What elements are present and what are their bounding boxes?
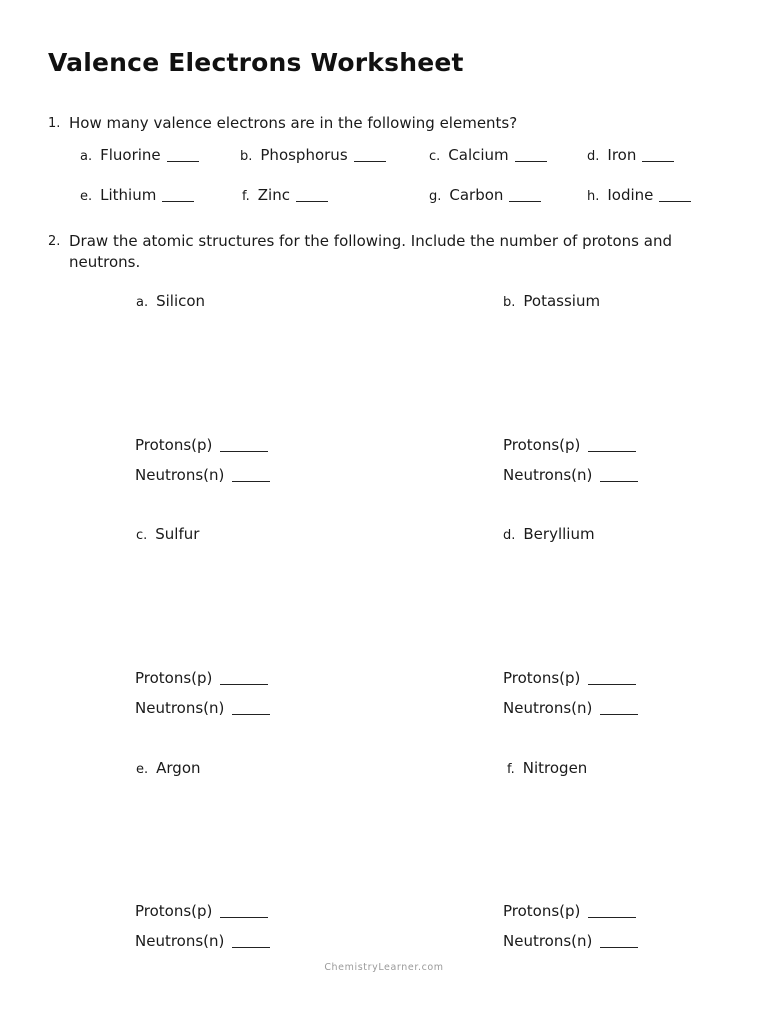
protons-field: [135, 902, 268, 920]
element-letter: c.: [136, 528, 148, 543]
element-name: Sulfur: [155, 525, 200, 543]
answer-blank[interactable]: [167, 161, 199, 162]
answer-blank[interactable]: [296, 201, 328, 202]
footer-watermark: ChemistryLearner.com: [324, 962, 444, 973]
element-letter: d.: [503, 528, 516, 543]
question-2: [48, 231, 729, 273]
option-name: Calcium: [448, 146, 509, 164]
option-phosphorus: [240, 146, 386, 164]
option-letter: a.: [80, 149, 93, 164]
protons-field: [503, 902, 636, 920]
element-sulfur: [136, 525, 199, 543]
element-letter: e.: [136, 762, 149, 777]
option-iron: [587, 146, 674, 164]
option-letter: h.: [587, 189, 600, 204]
answer-blank[interactable]: [354, 161, 386, 162]
question-text: Draw the atomic structures for the following. Include the number of protons and neutrons.: [69, 232, 672, 271]
neutrons-label: Neutrons(n): [503, 466, 593, 484]
protons-field: [135, 436, 268, 454]
question-1: [48, 113, 729, 134]
option-letter: e.: [80, 189, 93, 204]
option-name: Zinc: [257, 186, 290, 204]
neutrons-label: Neutrons(n): [135, 932, 225, 950]
neutrons-field: [503, 699, 638, 717]
element-name: Silicon: [156, 292, 206, 310]
option-carbon: [429, 186, 541, 204]
protons-blank[interactable]: [588, 684, 636, 685]
answer-blank[interactable]: [162, 201, 194, 202]
option-letter: c.: [429, 149, 441, 164]
answer-blank[interactable]: [642, 161, 674, 162]
element-silicon: [136, 292, 205, 310]
protons-label: Protons(p): [135, 436, 213, 454]
element-name: Argon: [156, 759, 201, 777]
option-letter: d.: [587, 149, 600, 164]
protons-blank[interactable]: [588, 917, 636, 918]
option-iodine: [587, 186, 691, 204]
element-name: Nitrogen: [522, 759, 588, 777]
neutrons-label: Neutrons(n): [503, 932, 593, 950]
neutrons-blank[interactable]: [232, 947, 270, 948]
protons-label: Protons(p): [503, 902, 581, 920]
answer-blank[interactable]: [509, 201, 541, 202]
option-letter: f.: [242, 189, 250, 204]
neutrons-label: Neutrons(n): [135, 466, 225, 484]
element-letter: b.: [503, 295, 516, 310]
neutrons-label: Neutrons(n): [135, 699, 225, 717]
option-fluorine: [80, 146, 199, 164]
page-title: Valence Electrons Worksheet: [48, 48, 464, 77]
element-name: Beryllium: [523, 525, 595, 543]
neutrons-blank[interactable]: [600, 947, 638, 948]
neutrons-blank[interactable]: [600, 481, 638, 482]
protons-field: [135, 669, 268, 687]
protons-blank[interactable]: [220, 451, 268, 452]
element-nitrogen: [507, 759, 587, 777]
protons-blank[interactable]: [220, 917, 268, 918]
option-name: Iodine: [607, 186, 654, 204]
protons-field: [503, 436, 636, 454]
option-calcium: [429, 146, 547, 164]
protons-label: Protons(p): [503, 669, 581, 687]
option-name: Phosphorus: [260, 146, 348, 164]
neutrons-label: Neutrons(n): [503, 699, 593, 717]
element-letter: a.: [136, 295, 149, 310]
question-text: How many valence electrons are in the following elements?: [69, 114, 518, 132]
neutrons-blank[interactable]: [600, 714, 638, 715]
neutrons-field: [135, 466, 270, 484]
neutrons-field: [503, 466, 638, 484]
element-beryllium: [503, 525, 595, 543]
option-letter: b.: [240, 149, 253, 164]
option-name: Iron: [607, 146, 637, 164]
protons-blank[interactable]: [220, 684, 268, 685]
protons-label: Protons(p): [503, 436, 581, 454]
answer-blank[interactable]: [515, 161, 547, 162]
element-letter: f.: [507, 762, 515, 777]
answer-blank[interactable]: [659, 201, 691, 202]
question-number: 2.: [48, 234, 61, 249]
protons-blank[interactable]: [588, 451, 636, 452]
question-number: 1.: [48, 116, 61, 131]
neutrons-blank[interactable]: [232, 481, 270, 482]
protons-label: Protons(p): [135, 669, 213, 687]
element-name: Potassium: [523, 292, 601, 310]
option-zinc: [242, 186, 328, 204]
option-name: Carbon: [449, 186, 504, 204]
protons-label: Protons(p): [135, 902, 213, 920]
element-argon: [136, 759, 201, 777]
neutrons-field: [503, 932, 638, 950]
neutrons-field: [135, 932, 270, 950]
option-letter: g.: [429, 189, 442, 204]
element-potassium: [503, 292, 600, 310]
option-lithium: [80, 186, 194, 204]
protons-field: [503, 669, 636, 687]
option-name: Lithium: [100, 186, 157, 204]
neutrons-blank[interactable]: [232, 714, 270, 715]
neutrons-field: [135, 699, 270, 717]
option-name: Fluorine: [100, 146, 161, 164]
